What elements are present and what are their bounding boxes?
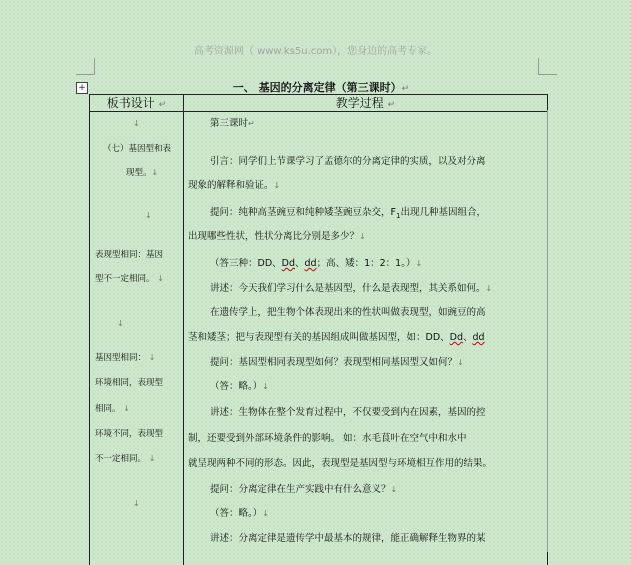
document-title [96,79,546,95]
text-line: 提问：分离定律在生产实践中有什么意义？↓ [210,484,398,495]
text-line: 提问：基因型相同表现型如何？表现型相同基因型又如何？↓ [210,357,464,368]
header-teaching-process: 教学过程 ↵ [335,96,396,110]
text-line: 讲述：今天我们学习什么是基因型，什么是表现型，其关系如何。↓ [210,283,493,294]
text-line: （答：略。）↓ [210,381,269,392]
left-line: 基因型相同： ↓ [95,353,156,363]
text-line: 茎和矮茎；把与表现型有关的基因组成叫做基因型，如：DD、Dd、dd [188,332,485,343]
left-line: 环境不同，表现型 [95,429,164,439]
left-line: 现型。↓ [126,168,159,178]
text-line: 讲述：分离定律是遗传学中最基本的规律，能正确解释生物界的某 [210,533,486,544]
table-header-divider [90,111,547,112]
left-line: （七）基因型和表 [103,144,172,154]
table-move-handle-icon[interactable]: + [76,82,88,94]
text-line: （答：略。）↓ [210,508,269,519]
text-line: （答三种：DD、Dd、dd；高、矮：1：2：1。）↓ [210,258,423,269]
text-line: 现象的解释和验证。↓ [188,180,281,191]
table-column-divider [183,95,184,565]
left-line: 表现型相同：基因 [95,250,164,260]
paragraph-mark-icon: ↵ [401,84,410,94]
left-line: 型不一定相同。 ↓ [95,274,164,284]
page-header-text: 高考资源网（ www.ks5u.com），您身边的高考专家。 [193,46,438,57]
text-line: 出现哪些性状，性状分离比分别是多少？↓ [188,231,366,242]
left-line: 不一定相同。 ↓ [95,454,156,464]
text-line: 提问：纯种高茎豌豆和纯种矮茎豌豆杂交，$F_1$出现几种基因组合， [210,207,486,220]
text-line: 就呈现两种不同的形态。因此，表现型是基因型与环境相互作用的结果。 [188,458,493,469]
document-title-text: 一、 基因的分离定律（第三课时） [232,81,402,94]
paragraph-mark-icon: ↓ [117,319,124,328]
paragraph-mark-icon: ↓ [133,499,140,508]
left-line: 相同。 ↓ [95,404,130,414]
text-line: 制，还要受到外部环境条件的影响。 如：水毛茛叶在空气中和水中 [188,433,467,444]
text-line: 讲述：生物体在整个发育过程中，不仅要受到内在因素，基因的控 [210,407,486,418]
text-line: 引言：同学们上节课学习了孟德尔的分离定律的实质，以及对分离 [210,156,486,167]
text-line: 第三课时↵ [210,118,255,129]
text-line: 在遗传学上，把生物个体表现出来的性状叫做表现型，如豌豆的高 [210,307,486,318]
paragraph-mark-icon: ↓ [133,119,140,128]
left-line: 环境相同，表现型 [95,378,164,388]
text-boundary-line [547,110,548,552]
paragraph-mark-icon: ↓ [145,211,152,220]
header-board-design: 板书设计 ↵ [106,96,167,110]
crop-mark-top-right [538,58,557,75]
crop-mark-top-left [76,58,95,75]
